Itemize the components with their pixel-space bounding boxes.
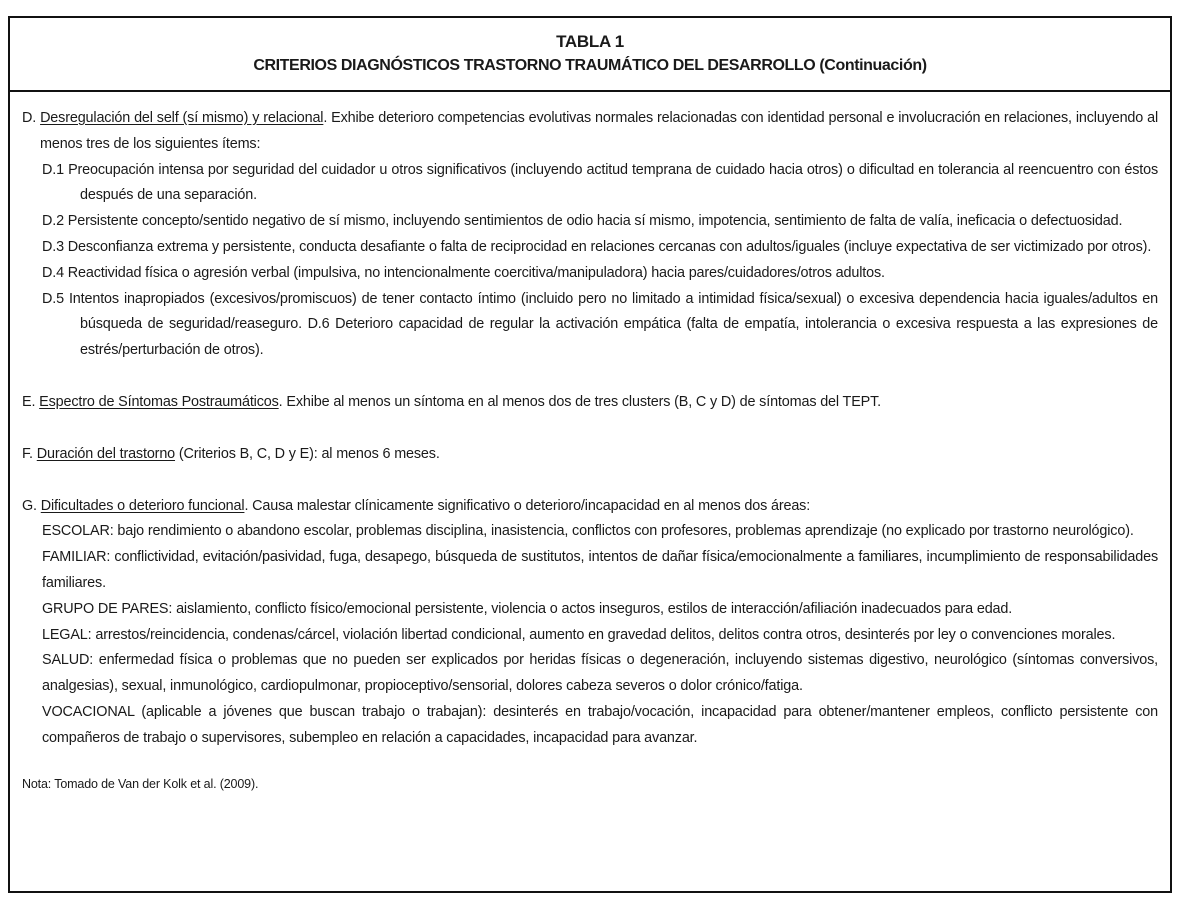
criterion-item-d3: D.3 Desconfianza extrema y persistente, conducta desafiante o falta de reciprocidad en relaciones cercanas con adultos/iguales (incluye expectativa de ser victimizado por otros).: [42, 238, 1152, 255]
continuation-label: (Continuación): [819, 57, 927, 74]
criterion-item-d1: D.1 Preocupación intensa por seguridad del cuidador u otros significativos (incluyendo actitud temprana de cuidado hacia otros) o dificultad en tolerancia al reencuentro con éstos después de una separación.: [42, 161, 1158, 204]
table-title-text: CRITERIOS DIAGNÓSTICOS TRASTORNO TRAUMÁTICO DEL DESARROLLO: [253, 57, 816, 74]
criteria-table: [8, 16, 1172, 893]
criterion-letter: G.: [22, 497, 41, 514]
spacer: [22, 468, 1158, 494]
criterion-text: (Criterios B, C, D y E): al menos 6 meses.: [175, 445, 440, 462]
spacer: [22, 416, 1158, 442]
criterion-heading: Espectro de Síntomas Postraumáticos: [39, 393, 279, 410]
criterion-g: [22, 494, 1158, 520]
criterion-f: [22, 442, 1158, 468]
criterion-item-d5-d6: D.5 Intentos inapropiados (excesivos/promiscuos) de tener contacto íntimo (incluido pero no limitado a intimidad física/sexual) o excesiva dependencia hacia iguales/adultos en búsqueda de seguridad/reaseguro. D.6 Deterioro capacidad de regular la activación empática (falta de empatía, intolerancia o excesiva respuesta a las expresiones de estrés/perturbación de otros).: [42, 290, 1158, 359]
criterion-text: . Causa malestar clínicamente significativo o deterioro/incapacidad en al menos dos áreas:: [244, 497, 811, 514]
criterion-heading: Dificultades o deterioro funcional: [40, 497, 245, 514]
criterion-heading: Desregulación del self (sí mismo) y relacional: [40, 110, 324, 126]
criterion-letter: F.: [22, 445, 37, 462]
table-body: [10, 92, 1170, 794]
table-header: [10, 18, 1170, 92]
criterion-d: [22, 106, 1158, 158]
criterion-letter: E.: [22, 393, 40, 410]
area-grupo-de-pares: GRUPO DE PARES: aislamiento, conflicto físico/emocional persistente, violencia o actos inseguros, estilos de interacción/afiliación inadecuados para edad.: [42, 600, 1013, 617]
table-note: Nota: Tomado de Van der Kolk et al. (2009).: [22, 776, 259, 791]
criterion-e: [22, 390, 1158, 416]
area-familiar: FAMILIAR: conflictividad, evitación/pasividad, fuga, desapego, búsqueda de sustitutos, intentos de dañar física/emocionalmente a familiares, incumplimiento de responsabilidades familiares.: [42, 549, 1158, 591]
spacer: [22, 364, 1158, 390]
area-salud: SALUD: enfermedad física o problemas que no pueden ser explicados por heridas físicas o degeneración, incluyendo sistemas digestivo, neurológico (síntomas conversivos, analgesias), sexual, inmunológico, cardiopulmonar, propioceptivo/sensorial, dolores cabeza severos o dolor crónico/fatiga.: [42, 652, 1158, 695]
table-title: [10, 54, 1170, 78]
criterion-text: . Exhibe deterioro competencias evolutivas normales relacionadas con identidad personal e involucración en relaciones, incluyendo al menos tres de los siguientes ítems:: [40, 110, 1158, 152]
area-vocacional: VOCACIONAL (aplicable a jóvenes que buscan trabajo o trabajan): desinterés en trabajo/vocación, incapacidad para obtener/mantener empleos, conflicto persistente con compañeros de trabajo o supervisores, subempleo en relación a capacidades, incapacidad para avanzar.: [42, 703, 1158, 746]
criterion-text: . Exhibe al menos un síntoma en al menos dos de tres clusters (B, C y D) de síntomas del TEPT.: [278, 393, 881, 410]
criterion-heading: Duración del trastorno: [36, 445, 176, 462]
criterion-item-d2: D.2 Persistente concepto/sentido negativo de sí mismo, incluyendo sentimientos de odio hacia sí mismo, impotencia, sentimiento de falta de valía, ineficacia o defectuosidad.: [42, 213, 1123, 230]
area-escolar: ESCOLAR: bajo rendimiento o abandono escolar, problemas disciplina, inasistencia, conflictos con profesores, problemas aprendizaje (no explicado por trastorno neurológico).: [42, 523, 1134, 540]
criterion-letter: D.: [22, 110, 41, 126]
table-number: TABLA 1: [556, 32, 624, 51]
criterion-item-d4: D.4 Reactividad física o agresión verbal (impulsiva, no intencionalmente coercitiva/manipuladora) hacia pares/cuidadores/otros adultos.: [42, 264, 885, 281]
area-legal: LEGAL: arrestos/reincidencia, condenas/cárcel, violación libertad condicional, aumento en gravedad delitos, delitos contra otros, desinterés por ley o convenciones morales.: [42, 626, 1116, 643]
